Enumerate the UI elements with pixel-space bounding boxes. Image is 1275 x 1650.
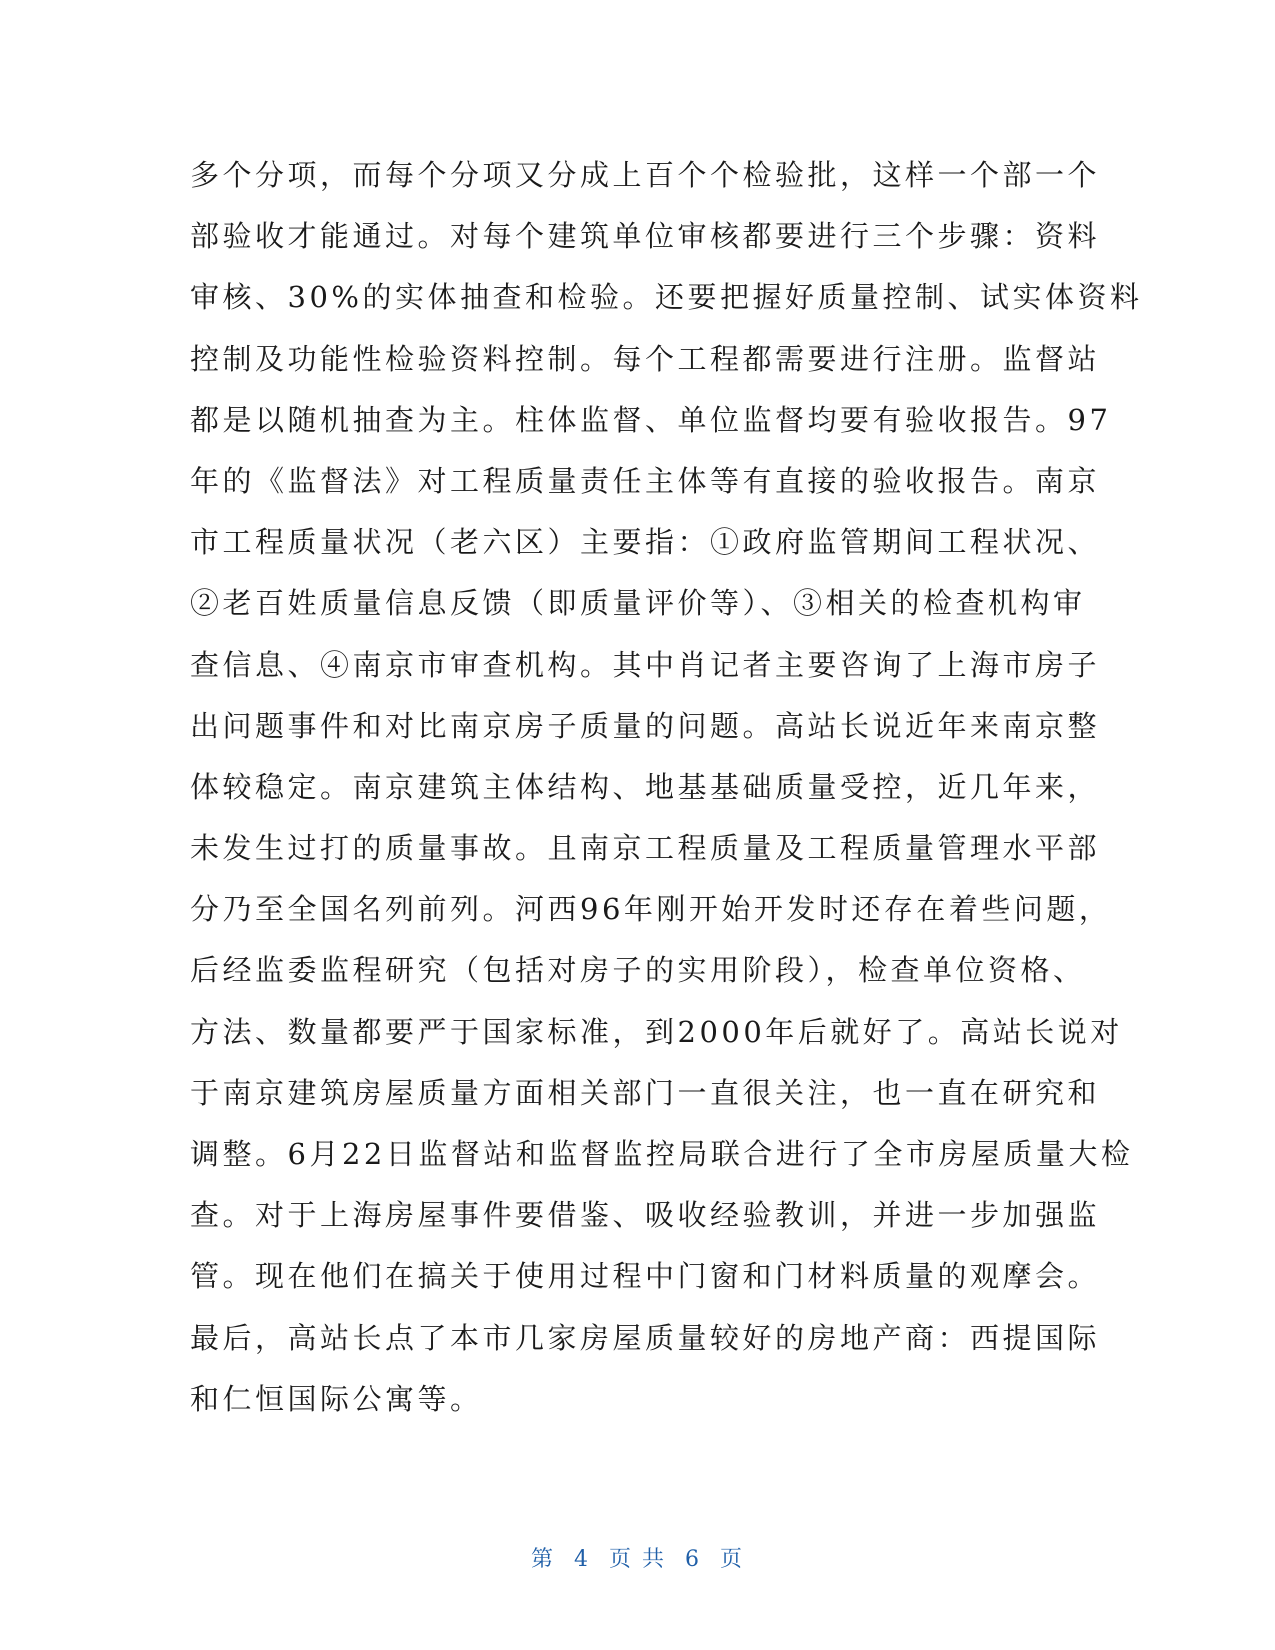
text-line: 出问题事件和对比南京房子质量的问题。高站长说近年来南京整 <box>190 708 1101 743</box>
text-line: 查信息、④南京市审查机构。其中肖记者主要咨询了上海市房子 <box>190 647 1101 682</box>
footer-suffix: 页 <box>720 1547 745 1572</box>
footer-prefix: 第 <box>530 1547 555 1572</box>
text-line: 管。现在他们在搞关于使用过程中门窗和门材料质量的观摩会。 <box>190 1259 1101 1294</box>
body-paragraph <box>190 145 1143 1430</box>
text-line: 方法、数量都要严于国家标准，到2000年后就好了。高站长说对 <box>190 1014 1123 1049</box>
total-pages-number: 6 <box>685 1547 701 1572</box>
text-line: 和仁恒国际公寓等。 <box>190 1381 483 1416</box>
page-footer <box>0 1542 1275 1573</box>
footer-middle: 页 共 <box>609 1547 666 1572</box>
text-line: 后经监委监程研究（包括对房子的实用阶段），检查单位资格、 <box>190 953 1086 988</box>
text-line: 调整。6月22日监督站和监督监控局联合进行了全市房屋质量大检 <box>190 1137 1134 1171</box>
text-line: 多个分项，而每个分项又分成上百个个检验批，这样一个部一个 <box>190 158 1101 192</box>
text-line: 都是以随机抽查为主。柱体监督、单位监督均要有验收报告。97 <box>190 402 1112 437</box>
text-line: 部验收才能通过。对每个建筑单位审核都要进行三个步骤：资料 <box>190 219 1101 254</box>
text-line: 最后，高站长点了本市几家房屋质量较好的房地产商：西提国际 <box>190 1320 1101 1355</box>
text-line: 分乃至全国名列前列。河西96年刚开始开发时还存在着些问题， <box>190 892 1112 927</box>
text-line: 市工程质量状况（老六区）主要指：①政府监管期间工程状况、 <box>190 525 1101 560</box>
text-line: ②老百姓质量信息反馈（即质量评价等）、③相关的检查机构审 <box>190 586 1086 621</box>
text-line: 于南京建筑房屋质量方面相关部门一直很关注，也一直在研究和 <box>190 1075 1101 1110</box>
text-line: 控制及功能性检验资料控制。每个工程都需要进行注册。监督站 <box>190 341 1101 376</box>
text-line: 体较稳定。南京建筑主体结构、地基基础质量受控，近几年来， <box>190 769 1101 804</box>
text-line: 年的《监督法》对工程质量责任主体等有直接的验收报告。南京 <box>190 463 1101 498</box>
text-line: 审核、30%的实体抽查和检验。还要把握好质量控制、试实体资料 <box>190 280 1143 315</box>
text-line: 未发生过打的质量事故。且南京工程质量及工程质量管理水平部 <box>190 831 1101 866</box>
current-page-number: 4 <box>574 1547 590 1572</box>
text-line: 查。对于上海房屋事件要借鉴、吸收经验教训，并进一步加强监 <box>190 1198 1101 1233</box>
